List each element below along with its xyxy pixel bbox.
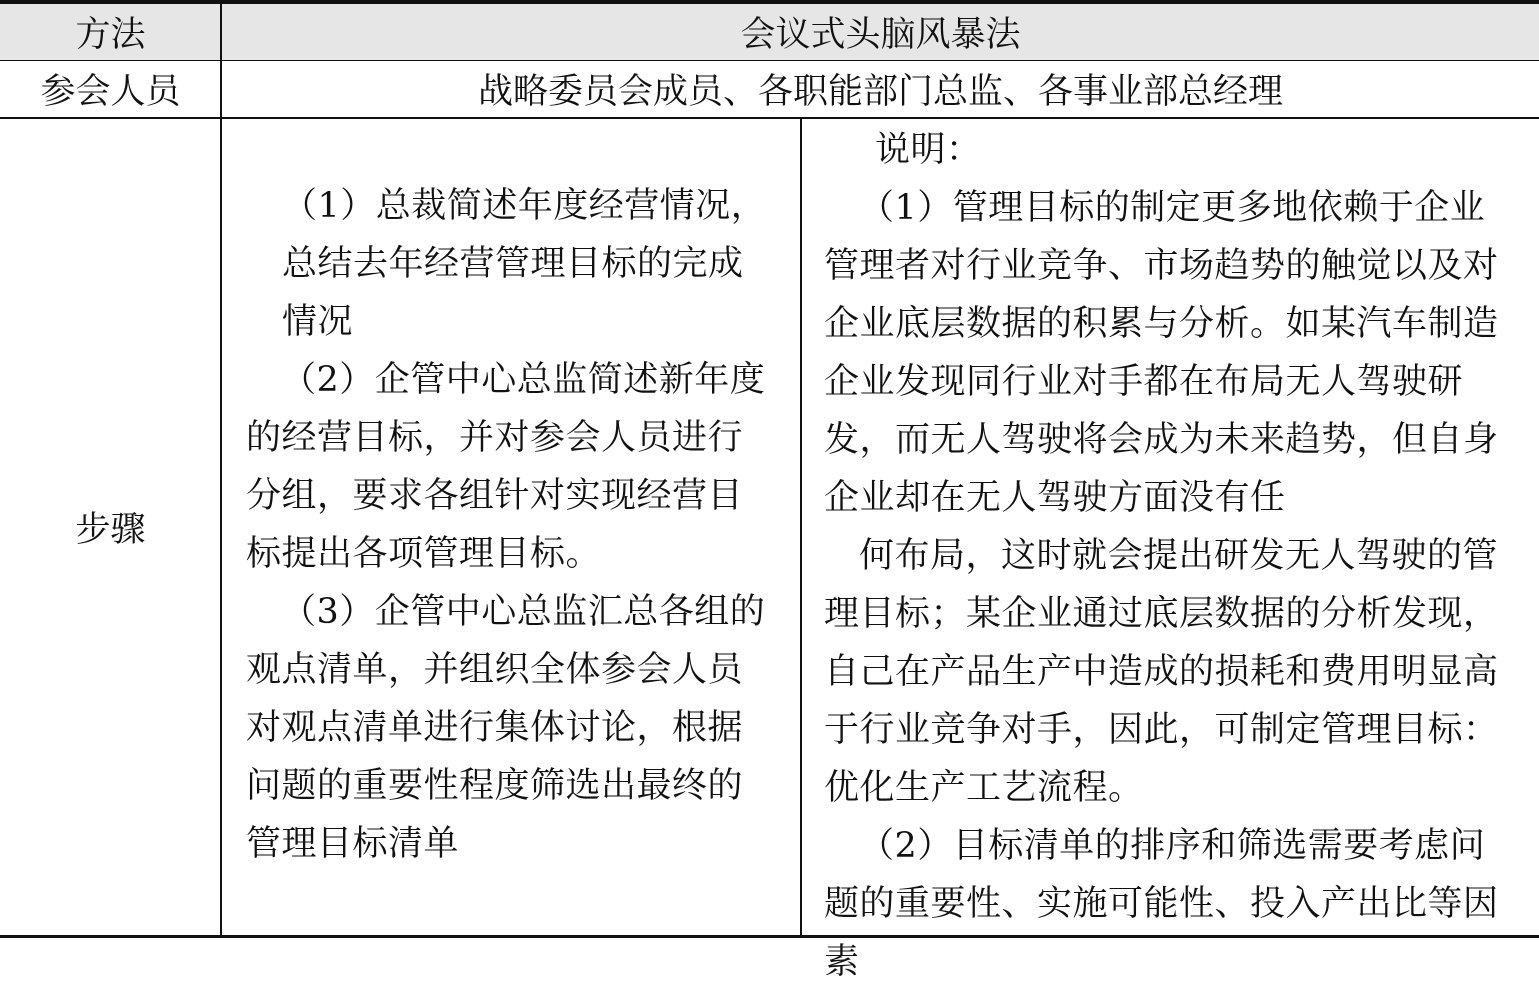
method-label: 方法 [75, 15, 146, 55]
steps-label-cell [0, 119, 221, 935]
participants-label: 参会人员 [40, 72, 181, 112]
participants-label-cell [0, 61, 221, 117]
label-column-rule [220, 0, 222, 938]
participants-rule [0, 117, 1539, 119]
notes-heading: 说明： [875, 130, 982, 170]
top-rule [0, 0, 1539, 4]
steps-notes-divider [800, 119, 802, 935]
method-label-cell [0, 4, 221, 60]
steps-content-cell [222, 119, 800, 935]
notes-content-cell [802, 119, 1539, 982]
method-value-cell [222, 4, 1539, 60]
participants-value-cell [222, 61, 1539, 117]
note-item-3: （2）目标清单的排序和筛选需要考虑问题的重要性、实施可能性、投入产出比等因素 [824, 826, 1499, 982]
header-rule [0, 60, 1539, 61]
steps-label: 步骤 [75, 510, 146, 550]
note-item-2: 何布局，这时就会提出研发无人驾驶的管理目标；某企业通过底层数据的分析发现，自己在产品生产中造成的损耗和费用明显高于行业竞争对手，因此，可制定管理目标：优化生产工艺流程。 [824, 536, 1499, 808]
step-item-1: （1）总裁简述年度经营情况，总结去年经营管理目标的完成情况 [282, 186, 767, 342]
note-item-1: （1）管理目标的制定更多地依赖于企业管理者对行业竞争、市场趋势的触觉以及对企业底层数据的积累与分析。如某汽车制造企业发现同行业对手都在布局无人驾驶研发，而无人驾驶将会成为未来趋势，但自身企业却在无人驾驶方面没有任 [824, 188, 1499, 518]
participants-value: 战略委员会成员、各职能部门总监、各事业部总经理 [477, 72, 1283, 112]
bottom-rule [0, 935, 1539, 938]
method-value: 会议式头脑风暴法 [740, 15, 1021, 55]
step-item-2: （2）企管中心总监简述新年度的经营目标，并对参会人员进行分组，要求各组针对实现经营目标提出各项管理目标。 [246, 360, 766, 574]
step-item-3: （3）企管中心总监汇总各组的观点清单，并组织全体参会人员对观点清单进行集体讨论，根据问题的重要性程度筛选出最终的管理目标清单 [246, 592, 766, 864]
